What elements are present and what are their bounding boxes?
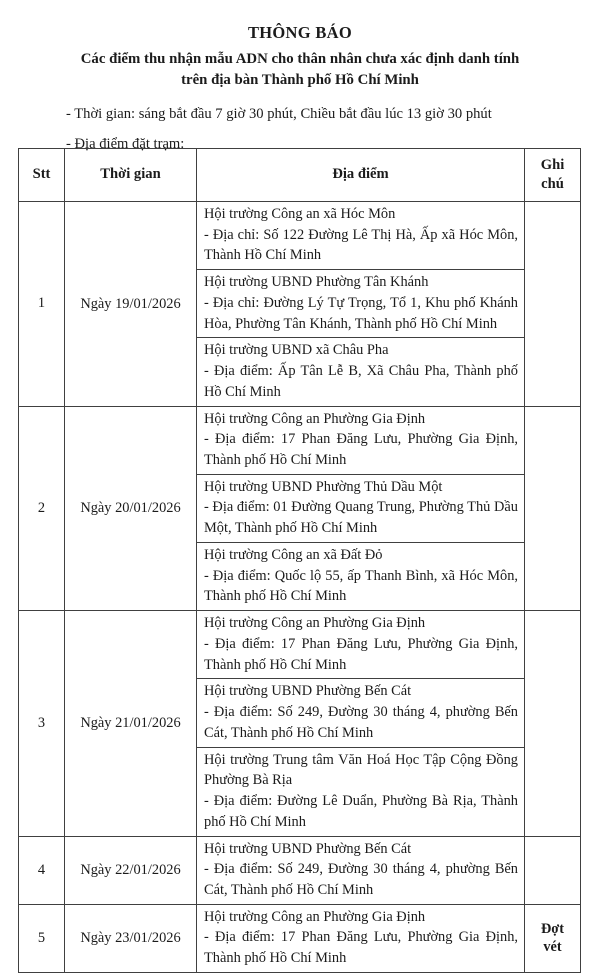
row-note-line-1: Đợt <box>540 920 564 937</box>
table-row <box>19 904 581 972</box>
venue-address: - Địa điểm: Số 249, Đường 30 tháng 4, phường Bến Cát, Thành phố Hồ Chí Minh <box>204 861 518 898</box>
row-venues-cell <box>197 201 525 406</box>
venue-entry <box>197 679 524 747</box>
page-title: THÔNG BÁO <box>247 23 352 42</box>
table-row <box>19 836 581 904</box>
subtitle-line-1: Các điểm thu nhận mẫu ADN cho thân nhân chưa xác định danh tính <box>80 51 520 68</box>
venue-name: Hội trường UBND Phường Bến Cát <box>204 683 412 700</box>
venue-entry <box>197 611 524 679</box>
venue-entry <box>197 202 524 270</box>
venue-name: Hội trường Công an Phường Gia Định <box>204 615 426 632</box>
column-header-note-line-1: Ghi <box>540 157 565 173</box>
venue-entry <box>197 407 524 475</box>
row-date-cell: Ngày 23/01/2026 <box>65 904 197 972</box>
venue-entry <box>197 475 524 543</box>
row-venues-cell <box>197 836 525 904</box>
venue-address: - Địa điểm: 17 Phan Đăng Lưu, Phường Gia Định, Thành phố Hồ Chí Minh <box>204 929 518 967</box>
venue-address: - Địa chỉ: Đường Lý Tự Trọng, Tổ 1, Khu phố Khánh Hòa, Phường Tân Khánh, Thành phố Hồ Chí Minh <box>204 294 518 332</box>
venue-address: - Địa điểm: 01 Đường Quang Trung, Phường Thủ Dầu Một, Thành phố Hồ Chí Minh <box>204 499 518 537</box>
venue-name: Hội trường Công an xã Đất Đỏ <box>204 546 383 563</box>
venue-name: Hội trường UBND Phường Thủ Dầu Một <box>204 478 443 495</box>
intro-schedule-line: - Thời gian: sáng bắt đầu 7 giờ 30 phút, Chiều bắt đầu lúc 13 giờ 30 phút <box>66 106 492 123</box>
column-header-note <box>525 149 581 202</box>
column-header-note-line-2: chú <box>541 175 564 192</box>
row-venues-cell <box>197 904 525 972</box>
venue-name: Hội trường Trung tâm Văn Hoá Học Tập Cộng Đồng Phường Bà Rịa <box>204 751 518 789</box>
venue-address: - Địa điểm: Đường Lê Duẩn, Phường Bà Rịa, Thành phố Hồ Chí Minh <box>204 793 518 830</box>
intro-location-line: - Địa điểm đặt trạm: <box>66 135 185 152</box>
venue-list <box>197 202 524 406</box>
row-note-cell <box>525 611 581 836</box>
row-date-cell: Ngày 21/01/2026 <box>65 611 197 836</box>
venue-entry <box>197 837 524 904</box>
table-row <box>19 201 581 406</box>
row-venues-cell <box>197 406 525 611</box>
subtitle-line-2: trên địa bàn Thành phố Hồ Chí Minh <box>181 71 419 88</box>
venue-address: - Địa điểm: 17 Phan Đăng Lưu, Phường Gia Định, Thành phố Hồ Chí Minh <box>204 431 518 469</box>
column-header-place: Địa điểm <box>197 149 525 202</box>
venue-list <box>197 407 524 611</box>
locations-table <box>18 148 581 973</box>
row-index-cell: 5 <box>19 904 65 972</box>
row-index-cell: 3 <box>19 611 65 836</box>
venue-entry <box>197 905 524 972</box>
venue-list <box>197 905 524 972</box>
row-date-cell: Ngày 22/01/2026 <box>65 836 197 904</box>
row-index-cell: 1 <box>19 201 65 406</box>
table-header <box>19 149 581 202</box>
table-body <box>19 201 581 972</box>
row-date-cell: Ngày 19/01/2026 <box>65 201 197 406</box>
venue-address: - Địa điểm: Quốc lộ 55, ấp Thanh Bình, xã Hóc Môn, Thành phố Hồ Chí Minh <box>204 567 518 605</box>
venue-entry <box>197 543 524 610</box>
venue-name: Hội trường Công an xã Hóc Môn <box>204 205 396 222</box>
document-subtitle <box>40 49 560 90</box>
venue-address: - Địa điểm: 17 Phan Đăng Lưu, Phường Gia Định, Thành phố Hồ Chí Minh <box>204 635 518 673</box>
venue-name: Hội trường UBND Phường Tân Khánh <box>204 274 429 291</box>
venue-name: Hội trường UBND Phường Bến Cát <box>204 840 412 857</box>
venue-entry <box>197 270 524 338</box>
row-note-cell <box>525 836 581 904</box>
table-header-row <box>19 149 581 202</box>
row-note-cell <box>525 201 581 406</box>
venue-list <box>197 837 524 904</box>
venue-address: - Địa chỉ: Số 122 Đường Lê Thị Hà, Ấp xã Hóc Môn, Thành Hồ Chí Minh <box>204 226 518 264</box>
row-note-cell <box>525 904 581 972</box>
venue-address: - Địa điểm: Ấp Tân Lễ B, Xã Châu Pha, Thành phố Hồ Chí Minh <box>204 363 518 400</box>
row-note-line-2: vét <box>543 939 562 956</box>
venue-list <box>197 611 524 835</box>
row-venues-cell <box>197 611 525 836</box>
table-row <box>19 406 581 611</box>
column-header-time: Thời gian <box>65 149 197 202</box>
table-row <box>19 611 581 836</box>
row-note-cell <box>525 406 581 611</box>
row-date-cell: Ngày 20/01/2026 <box>65 406 197 611</box>
venue-entry <box>197 338 524 405</box>
venue-name: Hội trường Công an Phường Gia Định <box>204 908 426 925</box>
venue-name: Hội trường Công an Phường Gia Định <box>204 410 426 427</box>
row-index-cell: 4 <box>19 836 65 904</box>
venue-address: - Địa điểm: Số 249, Đường 30 tháng 4, phường Bến Cát, Thành phố Hồ Chí Minh <box>204 704 518 741</box>
document-header <box>0 0 600 90</box>
column-header-stt: Stt <box>19 149 65 202</box>
locations-table-container <box>18 148 580 973</box>
venue-entry <box>197 748 524 836</box>
row-index-cell: 2 <box>19 406 65 611</box>
venue-name: Hội trường UBND xã Châu Pha <box>204 342 389 359</box>
